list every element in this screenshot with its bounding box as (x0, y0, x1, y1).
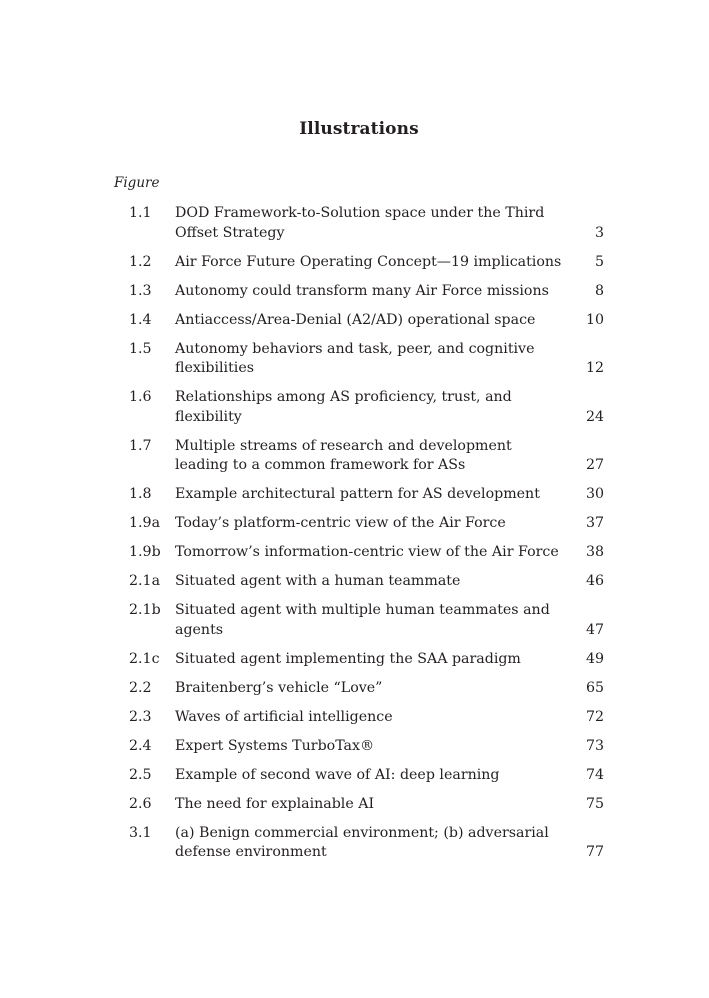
figure-title: Expert Systems TurboTax® (175, 737, 375, 754)
list-item (0, 708, 709, 728)
figure-number: 2.6 (129, 795, 152, 812)
figure-title: Braitenberg’s vehicle “Love” (175, 679, 383, 696)
figure-number: 2.1a (129, 573, 161, 589)
page-number: 47 (585, 621, 604, 638)
list-item (0, 543, 709, 563)
figure-number: 1.3 (129, 282, 152, 299)
figure-title: Air Force Future Operating Concept—19 implications (175, 253, 562, 270)
page-number: 77 (585, 844, 604, 860)
figure-title: DOD Framework-to-Solution space under the Third Offset Strategy (175, 205, 545, 241)
list-item (0, 485, 709, 505)
list-item (0, 650, 709, 670)
page-number: 3 (594, 224, 604, 241)
figure-number: 1.8 (129, 486, 152, 502)
figure-title: Situated agent with multiple human teammates and agents (175, 602, 550, 638)
figure-number: 2.2 (129, 679, 152, 696)
figure-number: 1.9a (129, 515, 161, 531)
figure-number: 1.7 (129, 437, 152, 454)
figure-title: Autonomy behaviors and task, peer, and cognitive flexibilities (175, 340, 535, 376)
figure-title: Relationships among AS proficiency, trust, and flexibility (175, 389, 512, 425)
list-item (0, 572, 709, 592)
page-number: 12 (585, 360, 604, 376)
list-item (0, 437, 709, 476)
list-item (0, 204, 709, 243)
list-item (0, 253, 709, 273)
figure-title: Tomorrow’s information-centric view of the Air Force (175, 544, 559, 560)
figure-number: 1.6 (129, 389, 152, 405)
figure-number: 1.1 (129, 205, 152, 221)
list-item (0, 824, 709, 863)
page-number: 74 (585, 766, 604, 783)
figure-title: (a) Benign commercial environment; (b) adversarial defense environment (175, 824, 549, 860)
list-item (0, 388, 709, 427)
page-number: 37 (585, 515, 604, 531)
figure-title: Situated agent with a human teammate (175, 573, 461, 589)
figure-number: 2.3 (129, 708, 152, 725)
page-number: 72 (585, 708, 604, 725)
figure-title: Autonomy could transform many Air Force missions (175, 282, 549, 299)
page-title: Illustrations (299, 119, 419, 139)
figure-title: Example architectural pattern for AS development (175, 486, 540, 502)
figure-number: 1.9b (129, 544, 161, 560)
section-label: Figure (114, 175, 160, 191)
list-item (0, 282, 709, 302)
figure-title: Situated agent implementing the SAA paradigm (175, 650, 521, 667)
page-number: 30 (585, 486, 604, 502)
figure-number: 1.5 (129, 340, 152, 357)
figure-title: Today’s platform-centric view of the Air Force (175, 515, 506, 531)
list-item (0, 311, 709, 331)
list-item (0, 795, 709, 815)
page-number: 27 (585, 457, 604, 473)
page-number: 8 (594, 282, 604, 299)
figure-title: Example of second wave of AI: deep learning (175, 766, 500, 783)
figure-title: The need for explainable AI (175, 795, 375, 812)
page-number: 46 (585, 573, 604, 589)
page-number: 75 (585, 795, 604, 812)
list-item (0, 601, 709, 640)
page-number: 5 (594, 253, 604, 270)
figure-title: Antiaccess/Area-Denial (A2/AD) operational space (175, 311, 536, 328)
figure-title: Waves of artificial intelligence (175, 708, 393, 725)
page-number: 73 (585, 737, 604, 754)
page-number: 65 (585, 679, 604, 696)
list-item (0, 340, 709, 379)
page-number: 24 (585, 408, 604, 425)
figure-number: 3.1 (129, 824, 152, 841)
figure-list (0, 204, 709, 872)
figure-number: 2.4 (129, 737, 152, 754)
page-number: 10 (585, 311, 604, 328)
figure-number: 2.5 (129, 766, 152, 783)
figure-number: 1.2 (129, 253, 152, 270)
page-number: 49 (585, 650, 604, 667)
list-item (0, 737, 709, 757)
list-item (0, 766, 709, 786)
figure-number: 1.4 (129, 311, 152, 328)
page-number: 38 (585, 544, 604, 560)
figure-number: 2.1b (129, 602, 161, 618)
figure-number: 2.1c (129, 650, 160, 667)
list-item (0, 679, 709, 699)
list-item (0, 514, 709, 534)
figure-title: Multiple streams of research and development leading to a common framework for ASs (175, 437, 512, 473)
